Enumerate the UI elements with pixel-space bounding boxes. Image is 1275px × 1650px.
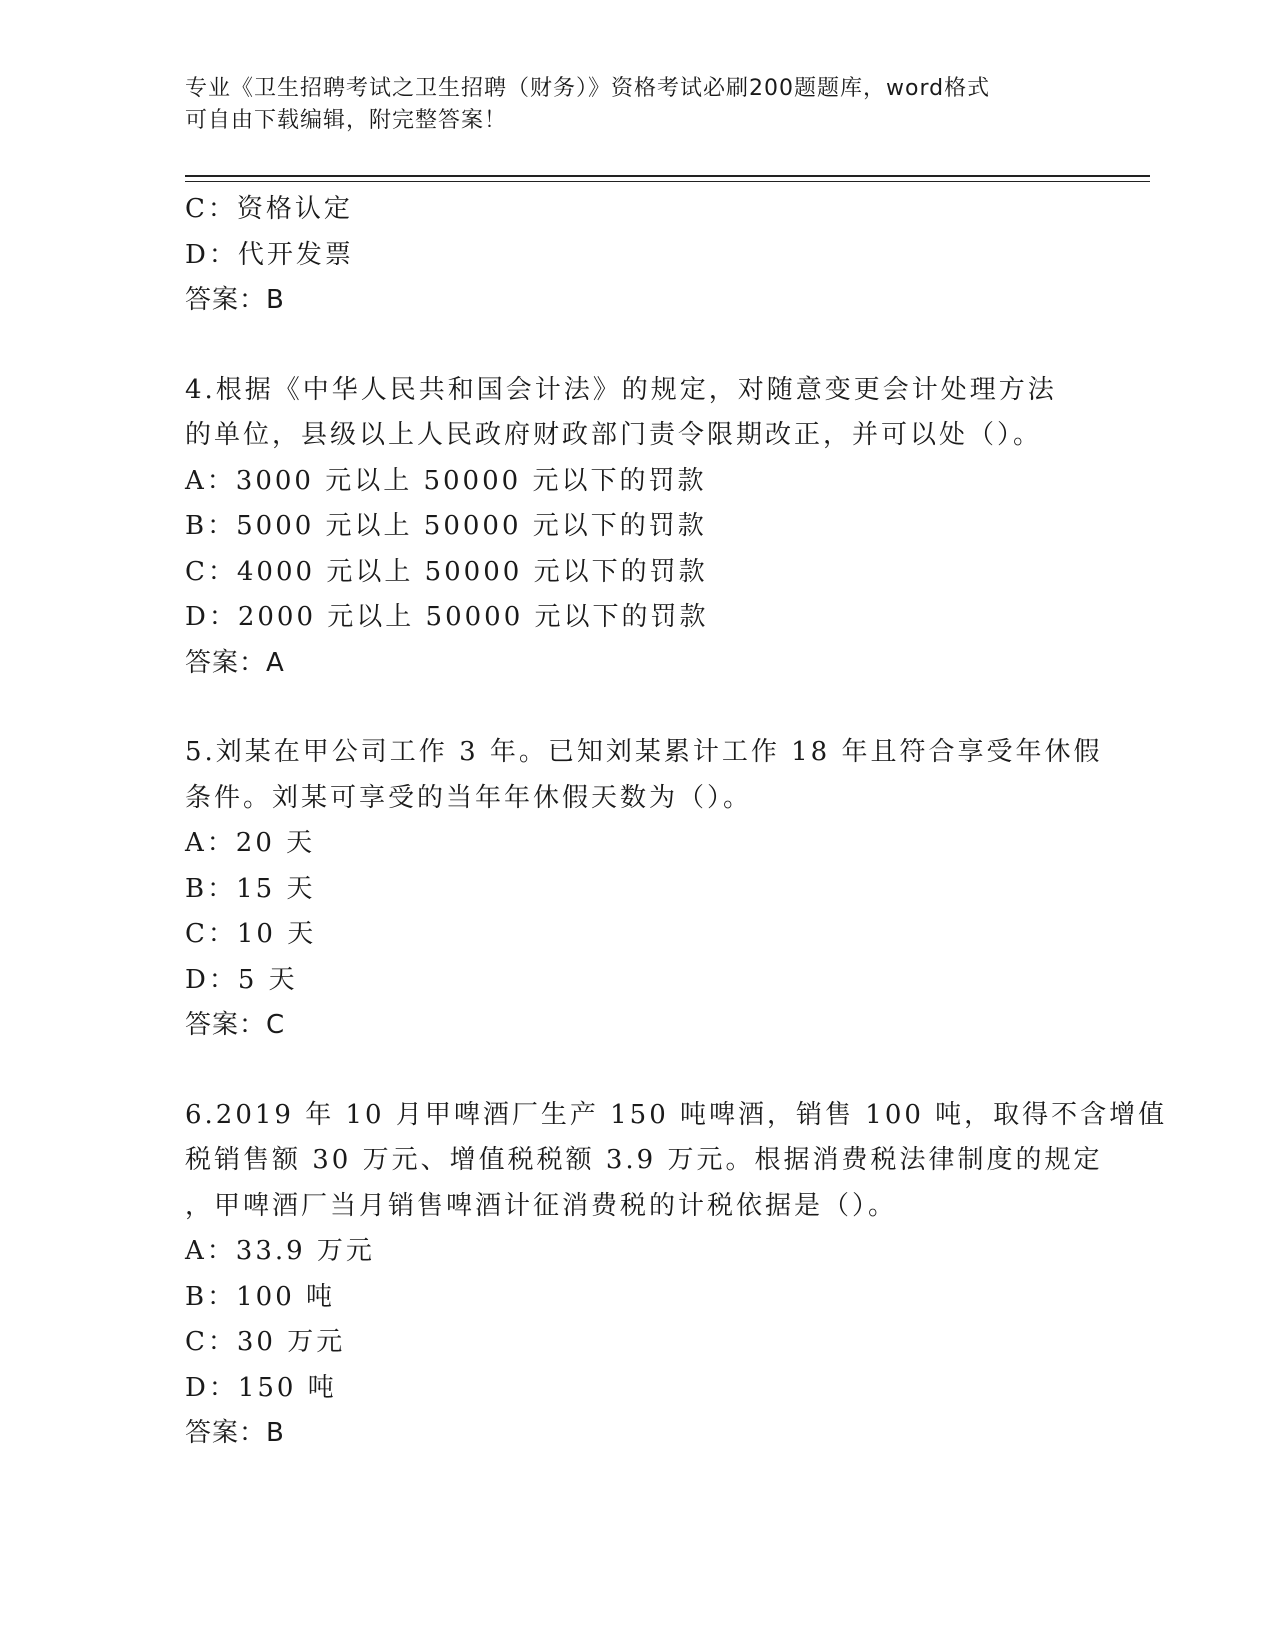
answer-line: 答案：C <box>185 1010 286 1040</box>
option-b: B：5000 元以上 50000 元以下的罚款 <box>185 511 707 541</box>
option-d: D：代开发票 <box>185 239 354 270</box>
option-c: C：10 天 <box>185 919 317 949</box>
document-body <box>185 187 1168 1457</box>
header-title-line-1: 专业《卫生招聘考试之卫生招聘（财务）》资格考试必刷200题题库，word格式 <box>185 76 991 101</box>
option-d: D：2000 元以上 50000 元以下的罚款 <box>185 602 709 632</box>
option-a: A：20 天 <box>185 828 316 858</box>
question-stem-line: 6.2019 年 10 月甲啤酒厂生产 150 吨啤酒，销售 100 吨，取得不含增值 <box>185 1099 1168 1130</box>
question-stem-line: 条件。刘某可享受的当年年休假天数为（）。 <box>185 782 753 813</box>
option-d: D：5 天 <box>185 964 298 995</box>
option-c: C：资格认定 <box>185 194 353 224</box>
header-divider-thin <box>185 181 1150 182</box>
answer-line: 答案：B <box>185 285 285 315</box>
answer-line: 答案：A <box>185 647 285 678</box>
question-gap <box>185 324 1085 368</box>
question-stem-line: 5.刘某在甲公司工作 3 年。已知刘某累计工作 18 年且符合享受年休假 <box>185 737 1103 767</box>
question-stem-line: 税销售额 30 万元、增值税税额 3.9 万元。根据消费税法律制度的规定 <box>185 1145 1103 1175</box>
question-5 <box>185 730 1103 1049</box>
option-d: D：150 吨 <box>185 1372 337 1403</box>
option-a: A：3000 元以上 50000 元以下的罚款 <box>185 465 707 496</box>
question-stem-line: 的单位，县级以上人民政府财政部门责令限期改正，并可以处（）。 <box>185 420 1043 450</box>
question-4 <box>185 368 1085 687</box>
question-stem-line: 4.根据《中华人民共和国会计法》的规定，对随意变更会计处理方法 <box>185 374 1057 405</box>
option-c: C：30 万元 <box>185 1327 346 1357</box>
header-title-line-2: 可自由下载编辑，附完整答案！ <box>185 108 508 133</box>
question-3-continued <box>185 187 1085 324</box>
question-gap <box>185 686 1085 730</box>
option-b: B：100 吨 <box>185 1281 335 1312</box>
answer-line: 答案：B <box>185 1418 285 1448</box>
header-divider-thick <box>185 175 1150 177</box>
question-6 <box>185 1093 1168 1457</box>
document-header <box>185 73 1065 137</box>
question-gap <box>185 1049 1085 1093</box>
option-a: A：33.9 万元 <box>185 1236 375 1266</box>
option-c: C：4000 元以上 50000 元以下的罚款 <box>185 556 708 587</box>
option-b: B：15 天 <box>185 873 316 904</box>
question-stem-line: ，甲啤酒厂当月销售啤酒计征消费税的计税依据是（）。 <box>185 1190 898 1221</box>
